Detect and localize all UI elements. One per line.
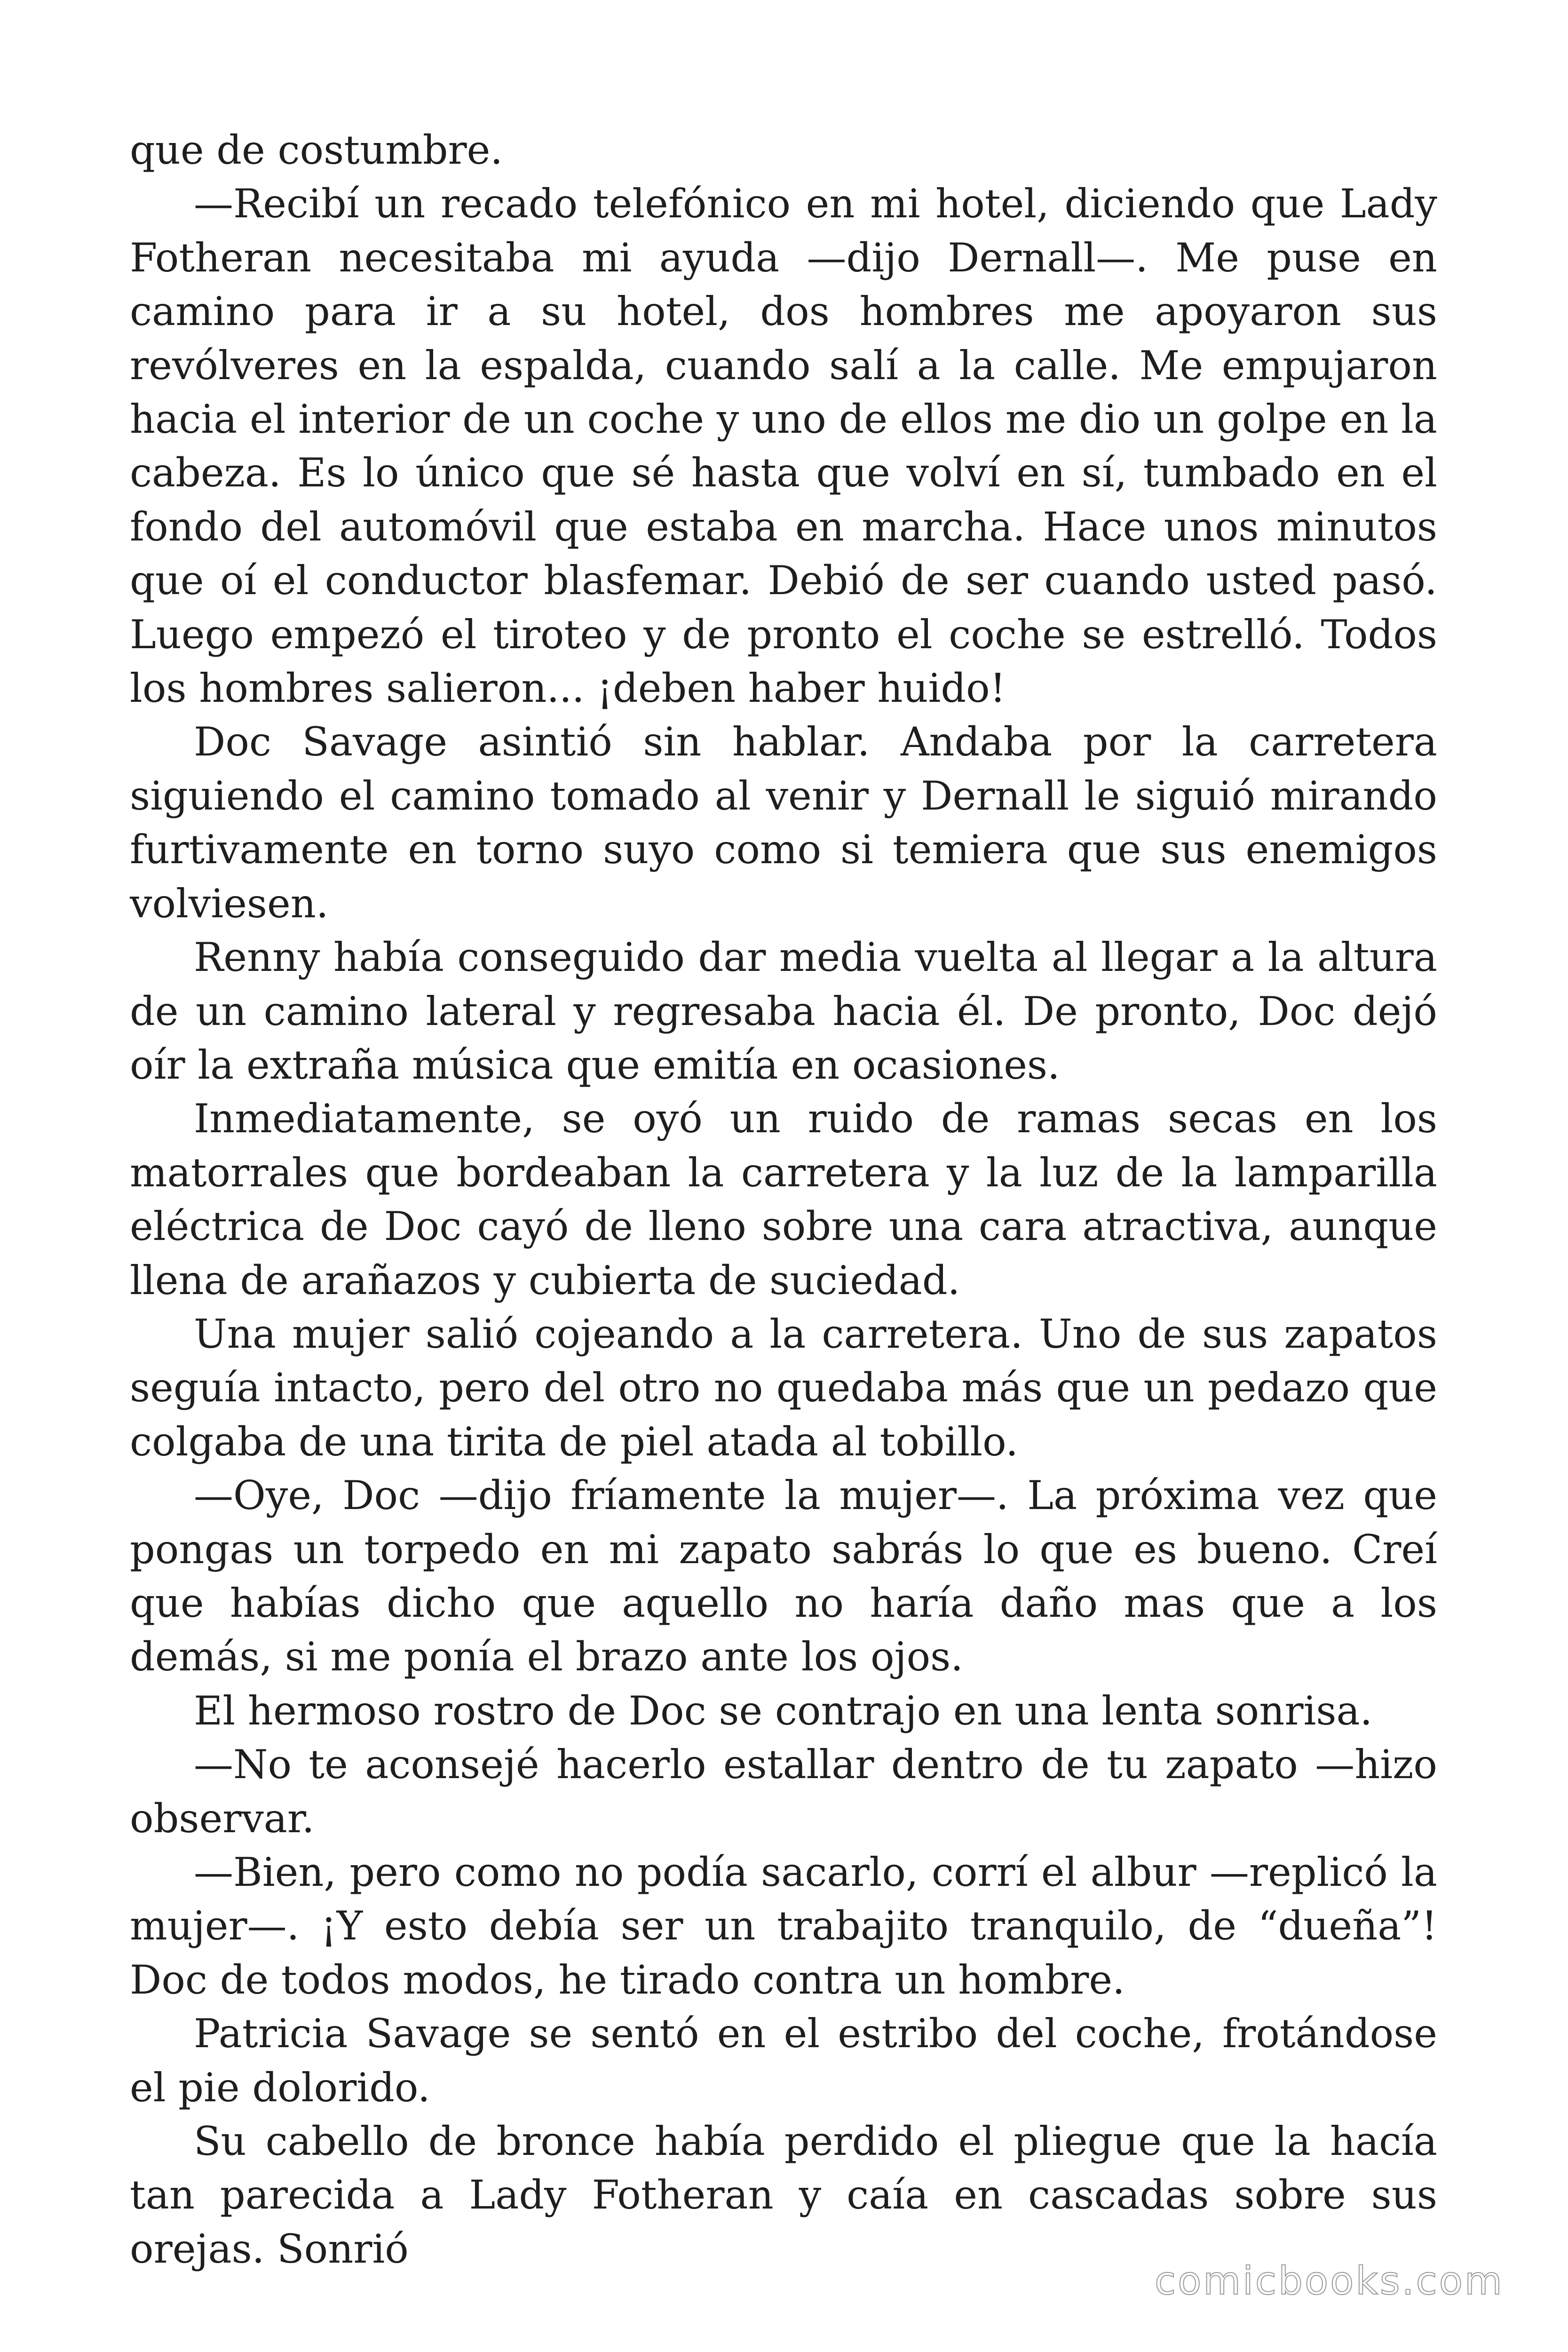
paragraph-4: Renny había conseguido dar media vuelta al llegar a la altura de un camino lateral y regresaba hacia él. De pronto, Doc dejó oír la extraña música que emitía en ocasiones. xyxy=(130,934,1437,1088)
paragraph-10: —Bien, pero como no podía sacarlo, corrí el albur —replicó la mujer—. ¡Y esto debía ser un trabajito tranquilo, de “dueña”! Doc de todos modos, he tirado contra un hombre. xyxy=(130,1849,1437,2003)
paragraph-2: —Recibí un recado telefónico en mi hotel, diciendo que Lady Fotheran necesitaba mi ayuda —dijo Dernall—. Me puse en camino para ir a su hotel, dos hombres me apoyaron sus revólveres en la espalda, cuando salí a la calle. Me empujaron hacia el interior de un coche y uno de ellos me dio un golpe en la cabeza. Es lo único que sé hasta que volví en sí, tumbado en el fondo del automóvil que estaba en marcha. Hace unos minutos que oí el conductor blasfemar. Debió de ser cuando usted pasó. Luego empezó el tiroteo y de pronto el coche se estrelló. Todos los hombres salieron... ¡deben haber huido! xyxy=(130,181,1437,712)
paragraph-1: que de costumbre. xyxy=(130,127,503,173)
paragraph-6: Una mujer salió cojeando a la carretera. Uno de sus zapatos seguía intacto, pero del otro no quedaba más que un pedazo que colgaba de una tirita de piel atada al tobillo. xyxy=(130,1311,1437,1465)
paragraph-9: —No te aconsejé hacerlo estallar dentro de tu zapato —hizo observar. xyxy=(130,1741,1437,1842)
paragraph-3: Doc Savage asintió sin hablar. Andaba por la carretera siguiendo el camino tomado al venir y Dernall le siguió mirando furtivamente en torno suyo como si temiera que sus enemigos volviesen. xyxy=(130,719,1437,927)
paragraph-11: Patricia Savage se sentó en el estribo del coche, frotándose el pie dolorido. xyxy=(130,2010,1437,2111)
watermark: comicbooks.com xyxy=(1155,2259,1504,2304)
body-text xyxy=(130,123,1437,2276)
paragraph-7: —Oye, Doc —dijo fríamente la mujer—. La próxima vez que pongas un torpedo en mi zapato sabrás lo que es bueno. Creí que habías dicho que aquello no haría daño mas que a los demás, si me ponía el brazo ante los ojos. xyxy=(130,1472,1437,1680)
paragraph-8: El hermoso rostro de Doc se contrajo en una lenta sonrisa. xyxy=(194,1687,1373,1734)
paragraph-12: Su cabello de bronce había perdido el pliegue que la hacía tan parecida a Lady Fotheran y caía en cascadas sobre sus orejas. Sonrió xyxy=(130,2118,1437,2272)
paragraph-5: Inmediatamente, se oyó un ruido de ramas secas en los matorrales que bordeaban la carretera y la luz de la lamparilla eléctrica de Doc cayó de lleno sobre una cara atractiva, aunque llena de arañazos y cubierta de suciedad. xyxy=(130,1096,1437,1303)
